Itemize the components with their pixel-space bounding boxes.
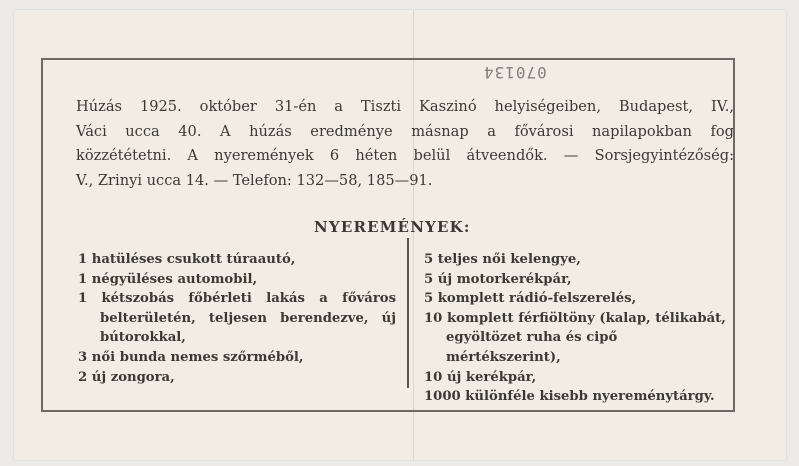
serial-number: 070134 [483, 63, 547, 82]
intro-line: közzététetni. A nyeremények 6 héten belül átveendők. — Sorsjegyintézőség: [76, 147, 734, 164]
prize-item: 10 komplett férfiöltöny (kalap, télikabát, [424, 310, 726, 326]
column-divider [407, 238, 409, 388]
prize-item-continuation: belterületén, teljesen berendezve, új [100, 310, 396, 326]
prize-item: 1000 különféle kisebb nyereménytárgy. [424, 389, 715, 405]
prizes-left-column [78, 250, 396, 387]
prize-item: 3 női bunda nemes szőrméből, [78, 349, 304, 365]
intro-line: V., Zrinyi ucca 14. — Telefon: 132—58, 185—91. [76, 171, 433, 189]
prize-item: 5 új motorkerékpár, [424, 271, 572, 287]
prize-item: 2 új zongora, [78, 369, 175, 385]
prize-item: 10 új kerékpár, [424, 369, 537, 385]
prize-item: 5 komplett rádió-felszerelés, [424, 291, 637, 307]
prize-item: 1 kétszobás főbérleti lakás a főváros [78, 291, 396, 307]
prizes-heading: NYEREMÉNYEK: [314, 218, 471, 236]
prize-item: 5 teljes női kelengye, [424, 252, 581, 267]
prize-item: 1 hatüléses csukott túraautó, [78, 252, 296, 267]
prizes-right-column [424, 250, 726, 407]
prize-item: 1 négyüléses automobil, [78, 271, 258, 287]
intro-line: Húzás 1925. október 31-én a Tiszti Kaszinó helyiségeiben, Budapest, IV., [76, 98, 734, 115]
draw-information [76, 95, 734, 193]
intro-line: Váci ucca 40. A húzás eredménye másnap a fővárosi napilapokban fog [76, 122, 734, 140]
prize-item-continuation: egyöltözet ruha és cipő mértékszerint), [446, 330, 618, 365]
prize-item-continuation: bútorokkal, [100, 330, 186, 346]
